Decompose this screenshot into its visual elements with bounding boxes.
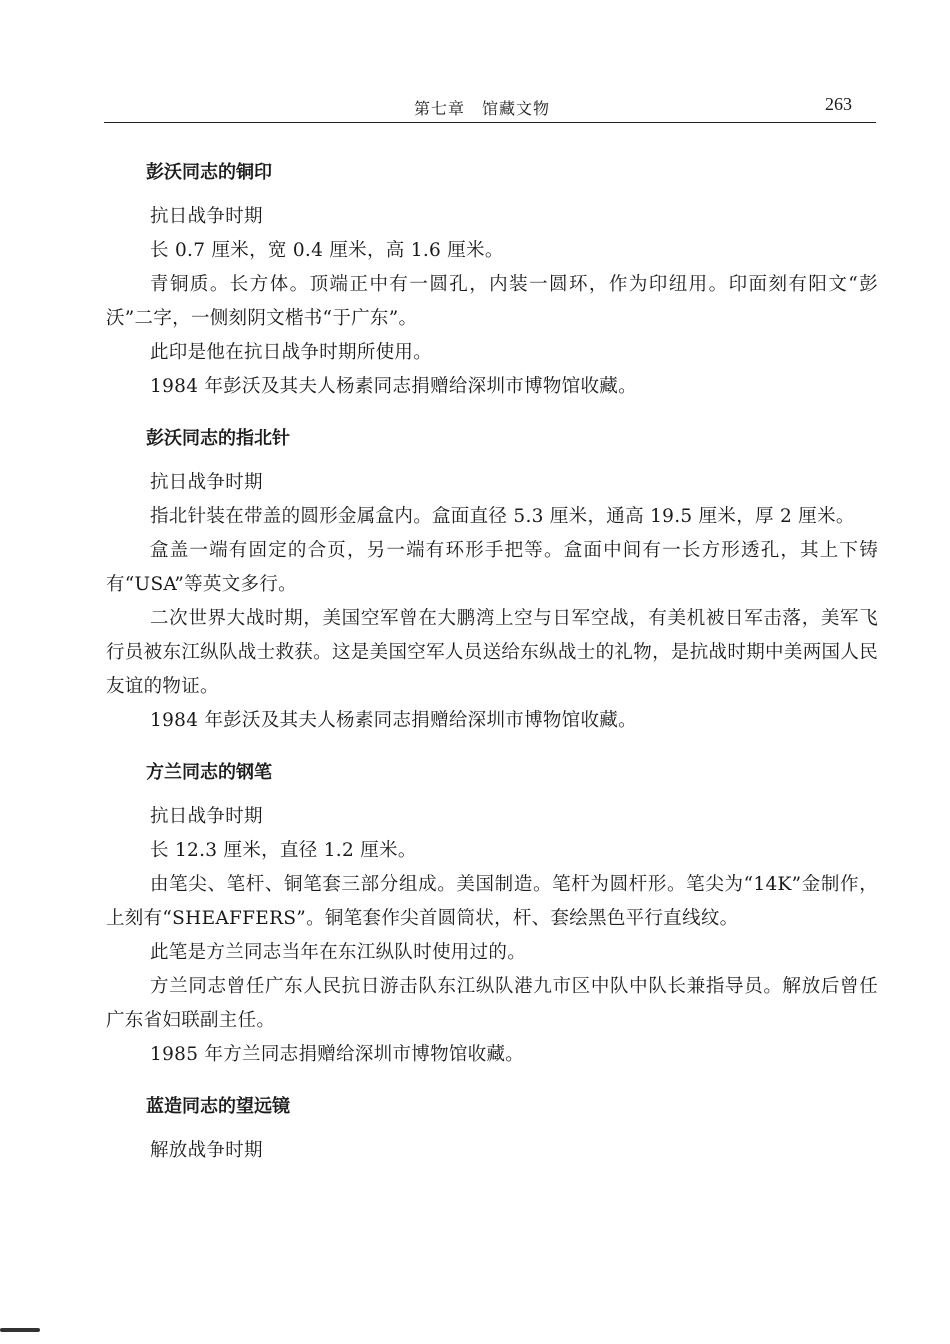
section-heading: 蓝造同志的望远镜 <box>146 1096 290 1117</box>
paragraph: 抗日战争时期 <box>150 206 263 227</box>
paragraph: 盒盖一端有固定的合页，另一端有环形手把等。盒面中间有一长方形透孔，其上下铸有“USA”等英文多行。 <box>106 540 878 595</box>
running-header <box>104 96 876 123</box>
section-copper-seal <box>106 150 878 404</box>
paragraph: 由笔尖、笔杆、铜笔套三部分组成。美国制造。笔杆为圆杆形。笔尖为“14K”金制作，上刻有“SHEAFFERS”。铜笔套作尖首圆筒状，杆、套绘黑色平行直线纹。 <box>106 874 878 929</box>
paragraph: 二次世界大战时期，美国空军曾在大鹏湾上空与日军空战，有美机被日军击落，美军飞行员被东江纵队战士救获。这是美国空军人员送给东纵战士的礼物，是抗战时期中美两国人民友谊的物证。 <box>106 608 878 697</box>
paragraph: 1985 年方兰同志捐赠给深圳市博物馆收藏。 <box>150 1044 525 1065</box>
section-heading: 方兰同志的钢笔 <box>146 762 272 783</box>
page-number: 263 <box>825 94 852 114</box>
chapter-title: 第七章 馆藏文物 <box>414 99 551 118</box>
paragraph: 长 12.3 厘米，直径 1.2 厘米。 <box>150 840 417 861</box>
section-telescope <box>106 1084 878 1168</box>
section-heading: 彭沃同志的铜印 <box>146 162 272 183</box>
section-fountain-pen <box>106 750 878 1072</box>
paragraph: 抗日战争时期 <box>150 806 263 827</box>
paragraph: 长 0.7 厘米，宽 0.4 厘米，高 1.6 厘米。 <box>150 240 504 261</box>
paragraph: 1984 年彭沃及其夫人杨素同志捐赠给深圳市博物馆收藏。 <box>150 710 637 731</box>
section-heading: 彭沃同志的指北针 <box>146 428 290 449</box>
section-compass <box>106 416 878 738</box>
paragraph: 抗日战争时期 <box>150 472 263 493</box>
page-body <box>106 150 878 1168</box>
paragraph: 解放战争时期 <box>150 1140 263 1161</box>
scan-edge-mark <box>0 1328 40 1332</box>
paragraph: 青铜质。长方体。顶端正中有一圆孔，内装一圆环，作为印纽用。印面刻有阳文“彭沃”二字，一侧刻阴文楷书“于广东”。 <box>106 274 878 329</box>
paragraph: 1984 年彭沃及其夫人杨素同志捐赠给深圳市博物馆收藏。 <box>150 376 637 397</box>
paragraph: 方兰同志曾任广东人民抗日游击队东江纵队港九市区中队中队长兼指导员。解放后曾任广东省妇联副主任。 <box>106 976 878 1031</box>
paragraph: 此笔是方兰同志当年在东江纵队时使用过的。 <box>150 942 527 963</box>
paragraph: 此印是他在抗日战争时期所使用。 <box>150 342 433 363</box>
paragraph: 指北针装在带盖的圆形金属盒内。盒面直径 5.3 厘米，通高 19.5 厘米，厚 2 厘米。 <box>150 506 855 527</box>
